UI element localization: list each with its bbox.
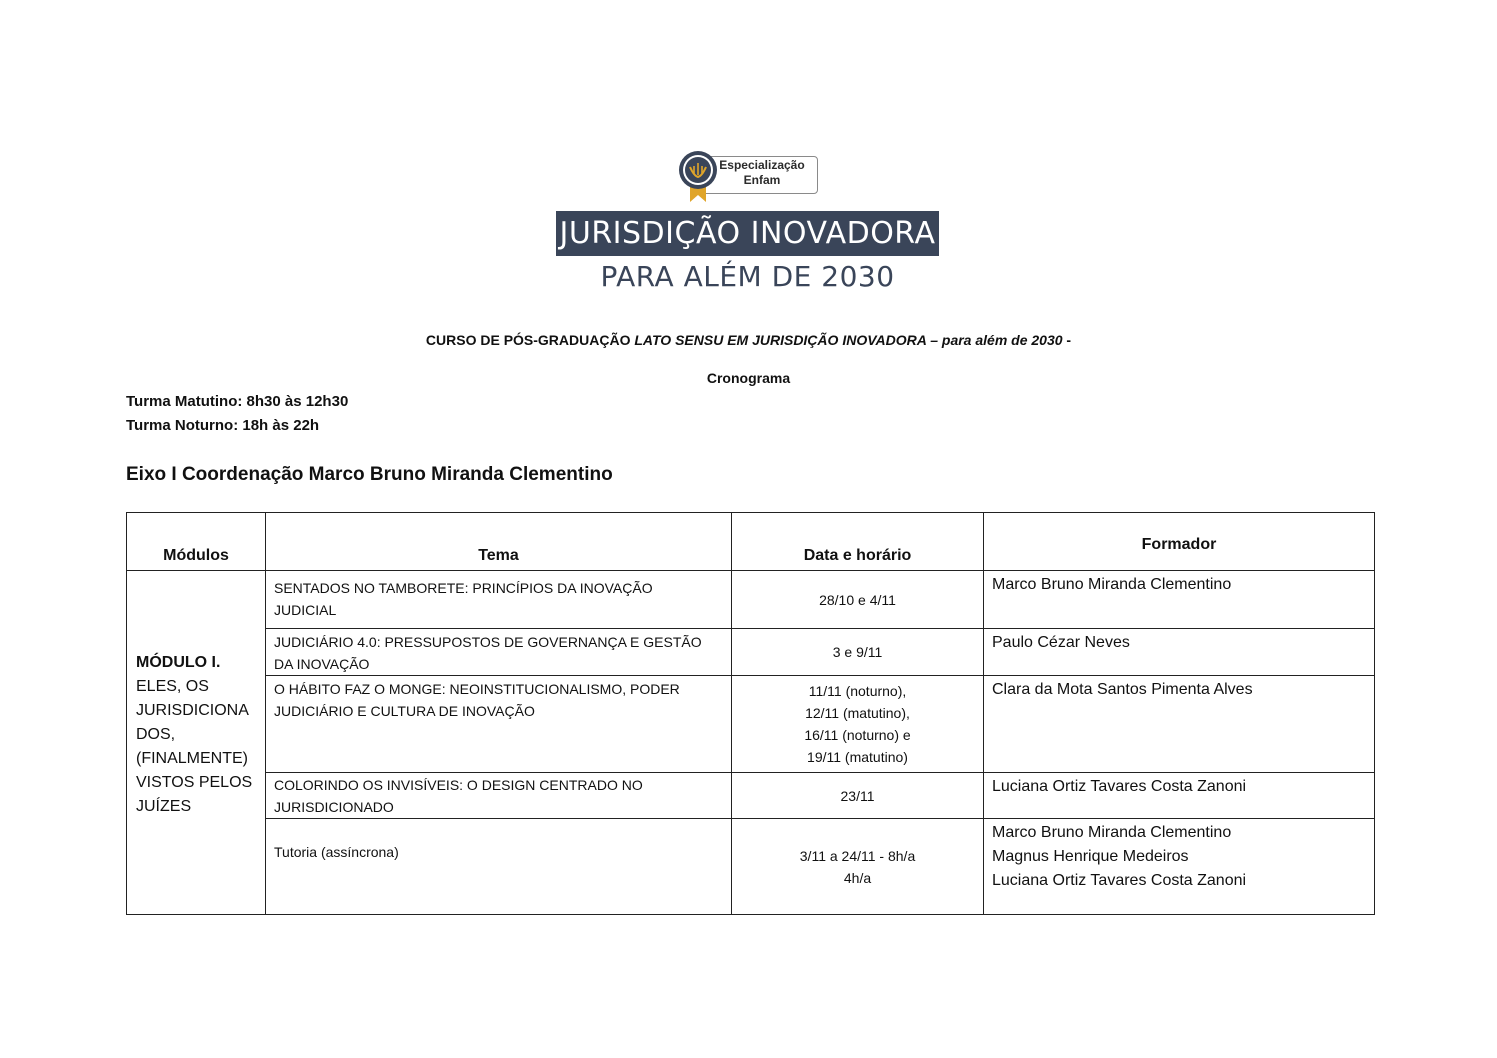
header-tema: Tema — [266, 513, 732, 571]
eixo-heading: Eixo I Coordenação Marco Bruno Miranda Clementino — [126, 464, 613, 485]
table-row — [127, 629, 1375, 676]
module-line: JUÍZES — [136, 798, 192, 815]
module-line: DOS, — [136, 726, 176, 743]
data-line: 23/11 — [840, 787, 875, 804]
formador-line: Luciana Ortiz Tavares Costa Zanoni — [992, 872, 1247, 889]
tema-line: DA INOVAÇÃO — [274, 656, 370, 672]
table-header-row — [127, 513, 1375, 571]
formador-cell — [984, 676, 1375, 773]
course-title-prefix: CURSO DE PÓS-GRADUAÇÃO — [425, 332, 631, 348]
tema-cell — [266, 629, 732, 676]
data-cell — [732, 571, 984, 629]
badge-text — [710, 158, 814, 188]
data-line: 4h/a — [843, 869, 872, 886]
tema-line: JUDICIÁRIO 4.0: PRESSUPOSTOS DE GOVERNANÇA E GESTÃO — [274, 634, 702, 650]
data-line: 3 e 9/11 — [832, 644, 883, 660]
badge — [676, 150, 820, 196]
tema-line: O HÁBITO FAZ O MONGE: NEOINSTITUCIONALISMO, PODER — [274, 681, 680, 697]
badge-line-2: Enfam — [743, 173, 781, 187]
module-cell — [127, 571, 266, 915]
logo-banner: JURISDIÇÃO INOVADORA — [556, 211, 939, 256]
tema-cell — [266, 676, 732, 773]
turma-matutino: Turma Matutino: 8h30 às 12h30 — [126, 393, 349, 410]
course-title-suffix: - — [1066, 332, 1072, 348]
header-data: Data e horário — [732, 513, 984, 571]
module-line: JURISDICIONA — [136, 702, 249, 719]
data-line: 28/10 e 4/11 — [819, 591, 896, 608]
tema-cell — [266, 819, 732, 915]
tema-cell — [266, 571, 732, 629]
module-line: (FINALMENTE) — [136, 750, 248, 767]
data-cell — [732, 819, 984, 915]
table-row — [127, 571, 1375, 629]
module-title: MÓDULO I. — [136, 654, 221, 671]
enfam-logo — [556, 150, 940, 300]
table-row — [127, 773, 1375, 819]
tema-line: JUDICIÁRIO E CULTURA DE INOVAÇÃO — [274, 703, 535, 719]
tema-line: JURISDICIONADO — [274, 799, 394, 815]
formador-line: Clara da Mota Santos Pimenta Alves — [992, 681, 1253, 698]
turma-noturno: Turma Noturno: 18h às 22h — [126, 417, 320, 434]
data-cell — [732, 773, 984, 819]
module-line: ELES, OS — [136, 678, 209, 695]
module-line: VISTOS PELOS — [136, 774, 253, 791]
tema-line: COLORINDO OS INVISÍVEIS: O DESIGN CENTRADO NO — [274, 777, 643, 793]
schedule-table — [126, 512, 1375, 915]
data-cell — [732, 629, 984, 676]
formador-cell — [984, 773, 1375, 819]
data-line: 16/11 (noturno) e — [804, 727, 911, 743]
course-title — [0, 332, 1497, 348]
course-title-italic: LATO SENSU EM JURISDIÇÃO INOVADORA – para além de 2030 — [634, 332, 1063, 348]
formador-line: Magnus Henrique Medeiros — [992, 848, 1189, 865]
data-line: 12/11 (matutino), — [805, 705, 910, 721]
formador-cell — [984, 629, 1375, 676]
formador-cell — [984, 571, 1375, 629]
formador-line: Paulo Cézar Neves — [992, 634, 1130, 651]
table-row — [127, 676, 1375, 773]
tema-line: SENTADOS NO TAMBORETE: PRINCÍPIOS DA INOVAÇÃO — [274, 580, 653, 596]
badge-line-1: Especialização — [719, 158, 805, 172]
logo-subbanner: PARA ALÉM DE 2030 — [600, 260, 895, 293]
formador-line: Marco Bruno Miranda Clementino — [992, 824, 1232, 841]
data-cell — [732, 676, 984, 773]
cronograma-heading: Cronograma — [706, 370, 791, 386]
table-row — [127, 819, 1375, 915]
formador-line: Marco Bruno Miranda Clementino — [992, 576, 1232, 593]
header-modulos: Módulos — [127, 513, 266, 571]
data-line: 11/11 (noturno), — [808, 683, 907, 699]
tema-cell — [266, 773, 732, 819]
formador-line: Luciana Ortiz Tavares Costa Zanoni — [992, 778, 1247, 795]
formador-cell — [984, 819, 1375, 915]
data-line: 3/11 a 24/11 - 8h/a — [799, 847, 916, 864]
tema-line: JUDICIAL — [274, 602, 337, 618]
header-formador: Formador — [984, 513, 1375, 571]
tema-line: Tutoria (assíncrona) — [274, 844, 399, 860]
data-line: 19/11 (matutino) — [807, 749, 908, 765]
